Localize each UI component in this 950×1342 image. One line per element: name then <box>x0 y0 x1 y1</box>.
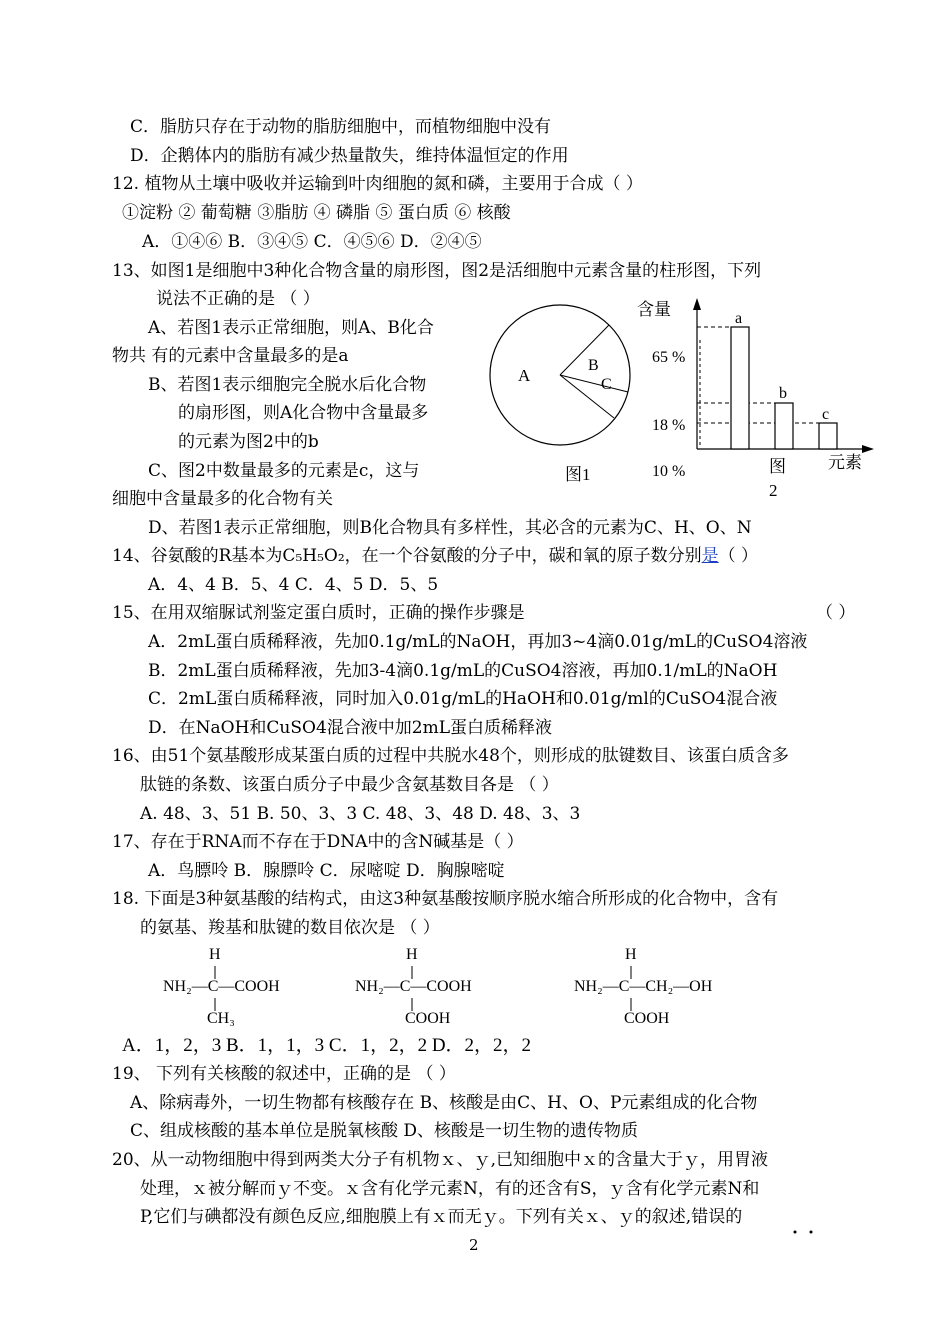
emphasis-dot <box>794 1231 797 1234</box>
q13-option-b: B、若图1表示细胞完全脱水后化合物 <box>148 375 427 395</box>
emphasis-dot <box>810 1231 813 1234</box>
q16-options: A. 48、3、51 B. 50、3、3 C. 48、3、48 D. 48、3、3 <box>140 804 581 824</box>
q19-options-cd: C、组成核酸的基本单位是脱氧核酸 D、核酸是一切生物的遗传物质 <box>130 1121 639 1141</box>
question-15: 15、在用双缩脲试剂鉴定蛋白质时，正确的操作步骤是 <box>112 603 525 623</box>
q13-option-a: A、若图1表示正常细胞，则A、B化合 <box>148 318 434 338</box>
x-axis-arrow <box>862 445 874 453</box>
pie-label-b: B <box>588 357 599 374</box>
structure-bottom-group: COOH <box>405 1010 451 1027</box>
q14-bracket: （ ） <box>718 546 759 566</box>
structure-bottom-group: COOH <box>624 1010 670 1027</box>
q19-options-ab: A、除病毒外，一切生物都有核酸存在 B、核酸是由C、H、O、P元素组成的化合物 <box>130 1093 758 1113</box>
question-12: 12. 植物从土壤中吸收并运输到叶肉细胞的氮和磷，主要用于合成（ ） <box>112 174 643 194</box>
q12-options: A．①④⑥ B．③④⑤ C．④⑤⑥ D．②④⑤ <box>142 232 482 252</box>
question-20-cont1: 处理，ｘ被分解而ｙ不变。ｘ含有化学元素N，有的还含有S，ｙ含有化学元素N和 <box>140 1179 760 1199</box>
x-axis-label: 元素 <box>828 453 862 472</box>
q14-options: A．4、4 B．5、4 C．4、5 D．5、5 <box>148 575 439 595</box>
structure-bottom-group: CH₃ <box>207 1010 235 1027</box>
question-20-cont2: P,它们与碘都没有颜色反应,细胞膜上有ｘ而无ｙ。下列有关ｘ、ｙ的叙述,错误的 <box>140 1207 743 1227</box>
question-20: 20、从一动物细胞中得到两类大分子有机物ｘ、ｙ,已知细胞中ｘ的含量大于ｙ，用胃液 <box>112 1150 769 1170</box>
pie-divider <box>560 325 609 375</box>
q18-options: A．1，2，3 B．1，1，3 C．1，2，2 D．2，2，2 <box>122 1035 532 1056</box>
y-tick-10: 10 % <box>652 463 686 480</box>
question-18: 18. 下面是3种氨基酸的结构式，由这3种氨基酸按顺序脱水缩合所形成的化合物中，含有 <box>112 889 779 909</box>
q15-option-d: D．在NaOH和CuSO4混合液中加2mL蛋白质稀释液 <box>148 718 552 738</box>
q13-option-d: D、若图1表示正常细胞，则B化合物具有多样性，其必含的元素为C、H、O、N <box>148 518 752 538</box>
y-tick-18: 18 % <box>652 417 686 434</box>
structure-main-chain: NH₂—C—COOH <box>163 978 280 995</box>
q14-link[interactable]: 是 <box>701 546 719 566</box>
question-16-cont: 肽链的条数、该蛋白质分子中最少含氨基数目各是 （ ） <box>140 775 559 795</box>
bar-b <box>775 403 793 449</box>
bar-label-b: b <box>779 385 787 402</box>
structure-main-chain: NH₂—C—COOH <box>355 978 472 995</box>
question-17: 17、存在于RNA而不存在于DNA中的含N碱基是（ ） <box>112 832 524 852</box>
pie-label-a: A <box>518 366 531 385</box>
q15-bracket: （ ） <box>816 603 856 623</box>
q13-option-b-cont1: 的扇形图，则A化合物中含量最多 <box>178 403 429 423</box>
figure-2-caption: 图 <box>769 457 786 476</box>
figure-1-caption: 图1 <box>565 465 591 484</box>
question-18-cont: 的氨基、羧基和肽键的数目依次是 （ ） <box>140 918 440 938</box>
question-16: 16、由51个氨基酸形成某蛋白质的过程中共脱水48个，则形成的肽键数目、该蛋白质含多 <box>112 746 789 766</box>
structure-top-atom: H <box>406 946 418 963</box>
q14-text: 14、谷氨酸的R基本为C₅H₅O₂，在一个谷氨酸的分子中，碳和氧的原子数分别 <box>112 546 702 566</box>
bar-c <box>819 423 837 449</box>
pie-chart-figure-1 <box>490 305 630 484</box>
bar-chart-figure-2 <box>637 298 874 500</box>
q13-option-b-cont2: 的元素为图2中的b <box>178 432 319 452</box>
q17-options: A．鸟膘呤 B．腺膘呤 C．尿嘧啶 D．胸腺嘧啶 <box>148 861 505 881</box>
q15-option-a: A．2mL蛋白质稀释液，先加0.1g/mL的NaOH，再加3~4滴0.01g/mL的CuSO4溶液 <box>148 632 808 652</box>
bar-label-a: a <box>735 310 743 327</box>
question-19: 19、 下列有关核酸的叙述中，正确的是 （ ） <box>112 1064 456 1084</box>
q13-option-c-cont: 细胞中含量最多的化合物有关 <box>112 489 333 509</box>
y-axis-label: 含量 <box>637 300 671 319</box>
pie-label-c: C <box>601 376 612 393</box>
structure-main-chain: NH₂—C—CH₂—OH <box>574 978 713 995</box>
q15-option-c: C．2mL蛋白质稀释液，同时加入0.01g/mL的HaOH和0.01g/ml的CuSO4混合液 <box>148 689 778 709</box>
y-axis-arrow <box>693 298 701 310</box>
structure-top-atom: H <box>209 946 221 963</box>
structure-top-atom: H <box>625 946 637 963</box>
question-13: 13、如图1是细胞中3种化合物含量的扇形图，图2是活细胞中元素含量的柱形图，下列 <box>112 261 762 281</box>
option-d-q11: D．企鹅体内的脂肪有减少热量散失，维持体温恒定的作用 <box>130 146 569 166</box>
bar-a <box>731 327 749 449</box>
q12-items: ①淀粉 ② 葡萄糖 ③脂肪 ④ 磷脂 ⑤ 蛋白质 ⑥ 核酸 <box>122 203 511 223</box>
y-tick-65: 65 % <box>652 349 686 366</box>
q15-option-b: B．2mL蛋白质稀释液，先加3-4滴0.1g/mL的CuSO4溶液，再加0.1/mL的NaOH <box>148 661 778 681</box>
bar-label-c: c <box>822 406 830 423</box>
question-13-cont: 说法不正确的是 （ ） <box>156 289 320 309</box>
q13-option-a-cont: 物共 有的元素中含量最多的是a <box>112 346 349 366</box>
page-number: 2 <box>469 1236 479 1254</box>
q13-option-c: C、图2中数量最多的元素是c，这与 <box>148 461 420 481</box>
option-c-q11: C．脂肪只存在于动物的脂肪细胞中，而植物细胞中没有 <box>130 117 552 137</box>
figure-2-caption-number: 2 <box>769 481 778 500</box>
